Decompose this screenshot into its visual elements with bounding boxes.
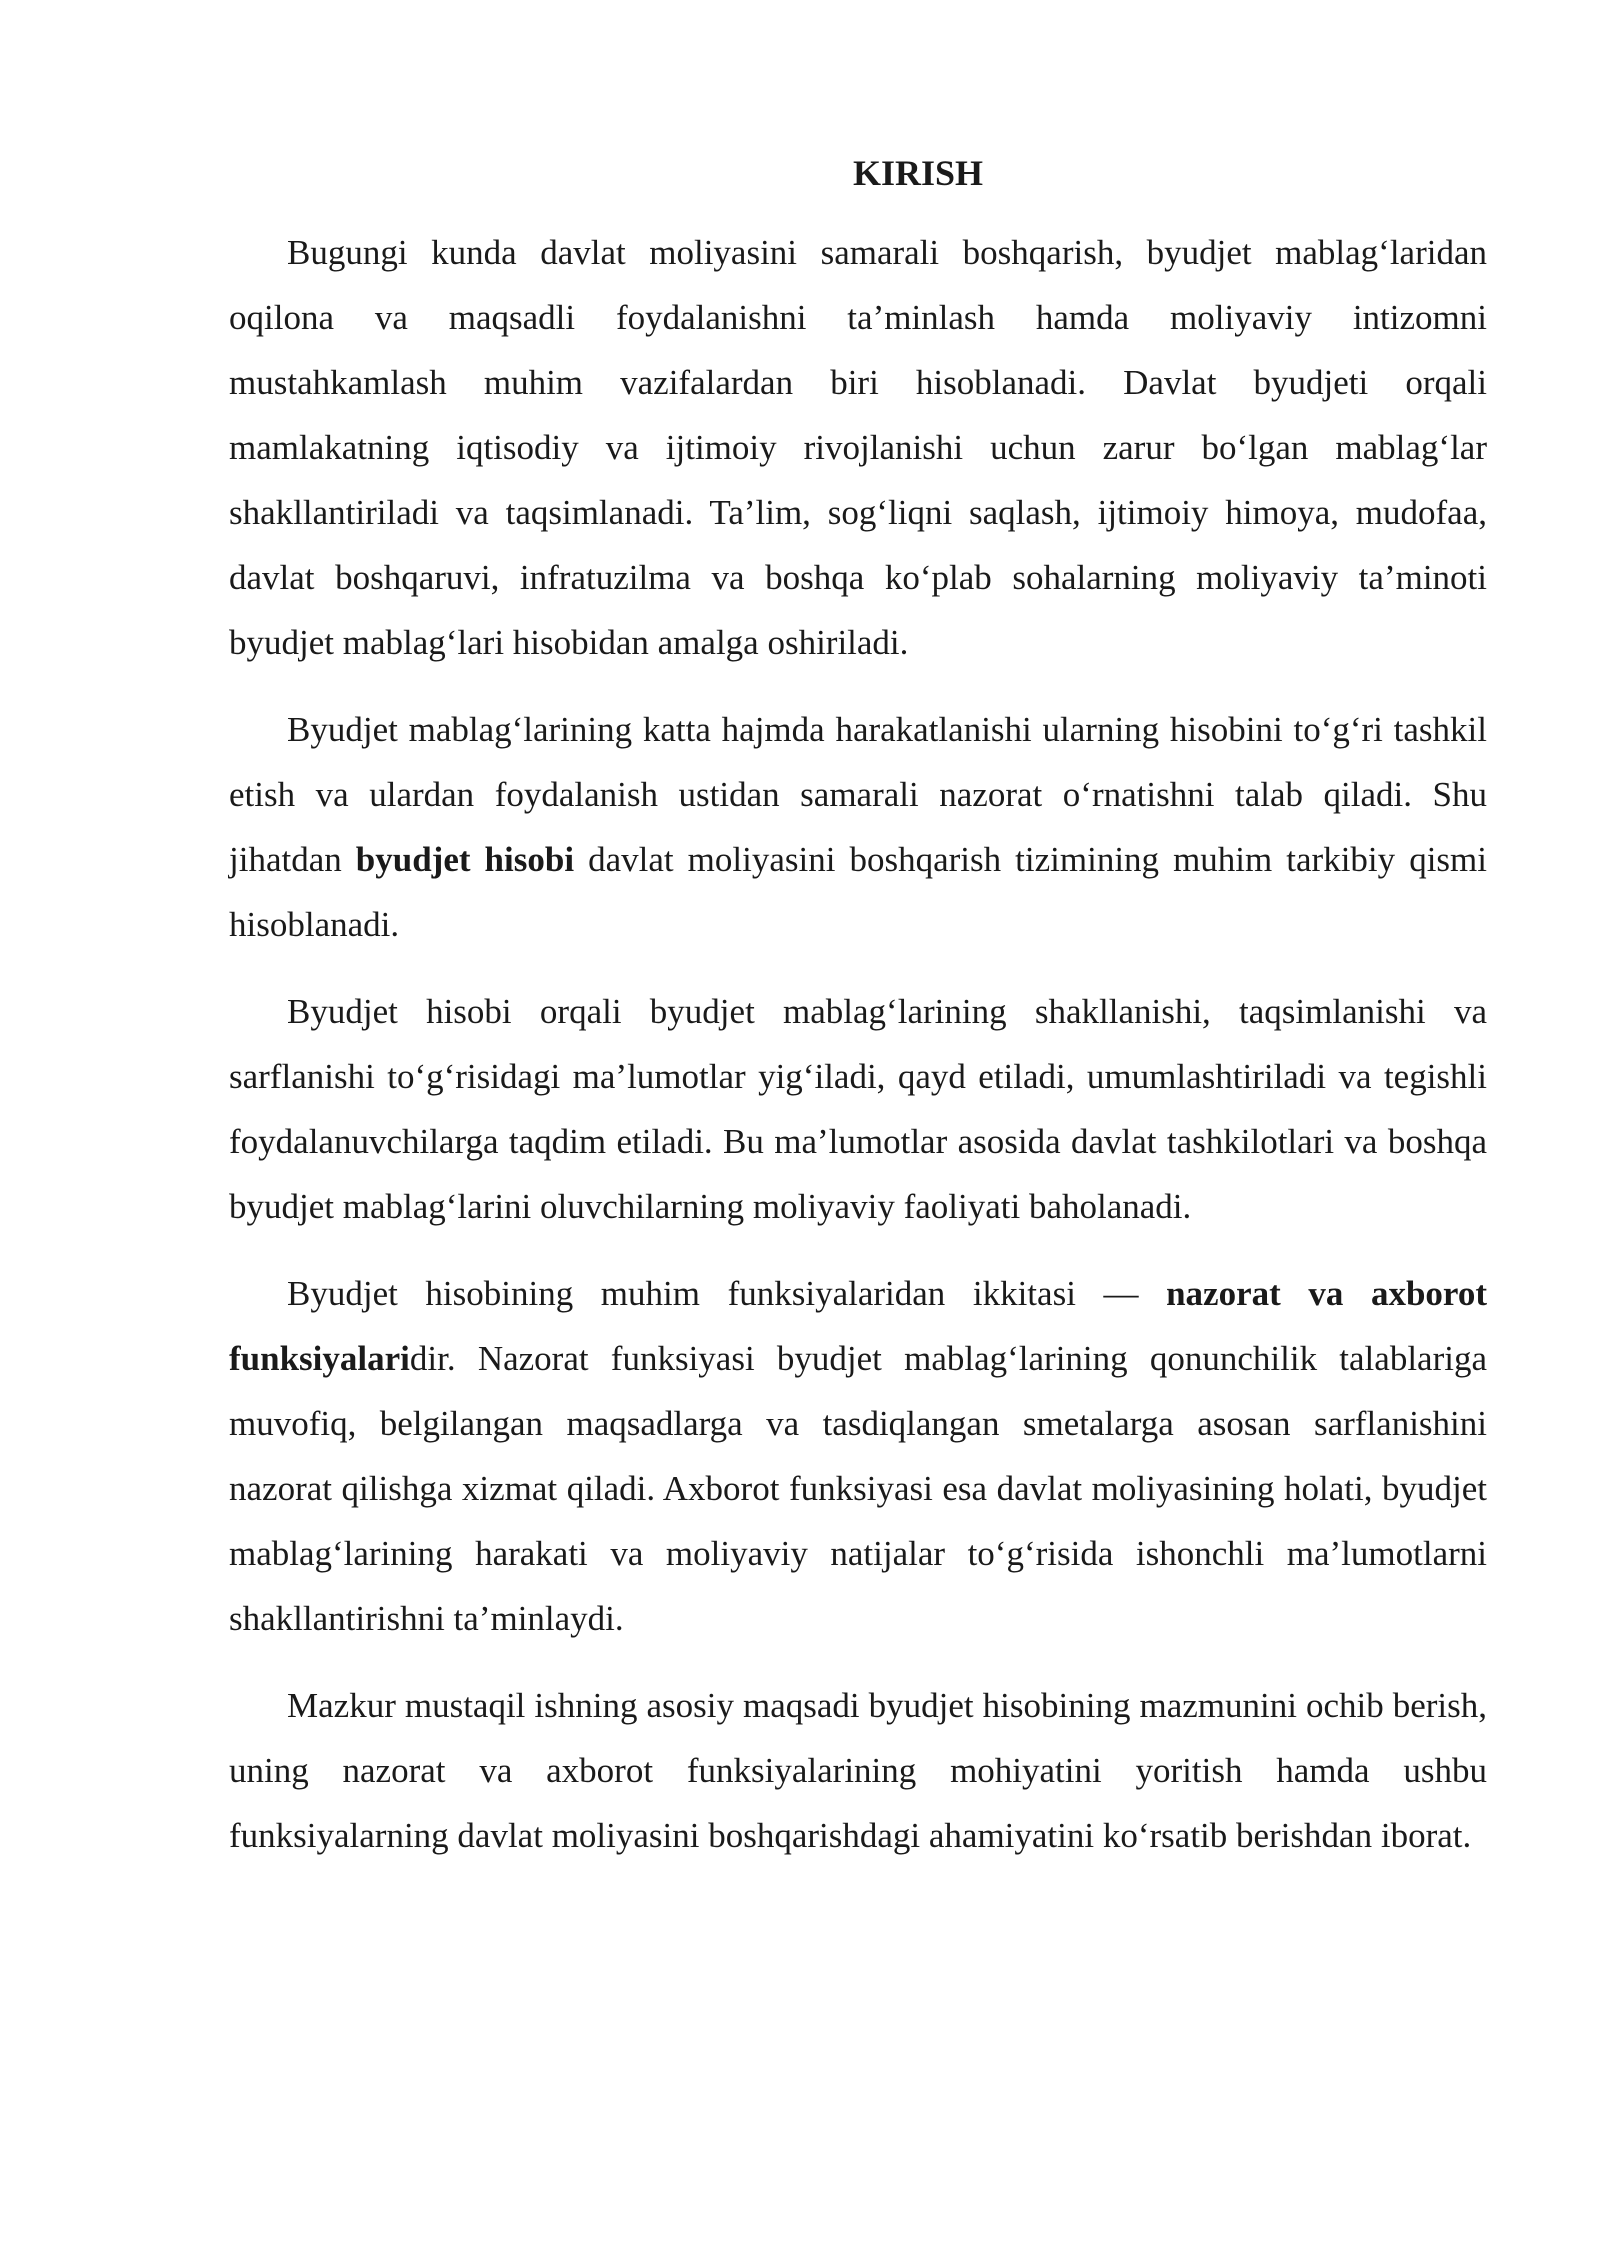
paragraph-text: Byudjet hisobi orqali byudjet mablag‘larining shakllanishi, taqsimlanishi va sarflanishi to‘g‘risidagi ma’lumotlar yig‘iladi, qayd etiladi, umumlashtiriladi va tegishli foydalanuvchilarga taqdim etiladi. Bu ma’lumotlar asosida davlat tashkilotlari va boshqa byudjet mablag‘larini oluvchilarning moliyaviy faoliyati baholanadi. [229,992,1487,1226]
document-body [229,148,1487,1890]
paragraph-2 [229,697,1487,957]
paragraph-5 [229,1673,1487,1868]
paragraph-4 [229,1261,1487,1651]
paragraph-text: Mazkur mustaqil ishning asosiy maqsadi byudjet hisobining mazmunini ochib berish, uning nazorat va axborot funksiyalarining mohiyatini yoritish hamda ushbu funksiyalarning davlat moliyasini boshqarishdagi ahamiyatini ko‘rsatib berishdan iborat. [229,1686,1487,1855]
paragraph-1 [229,220,1487,675]
bold-term: byudjet hisobi [355,840,575,879]
paragraph-text: Bugungi kunda davlat moliyasini samarali boshqarish, byudjet mablag‘laridan oqilona va maqsadli foydalanishni ta’minlash hamda moliyaviy intizomni mustahkamlash muhim vazifalardan biri hisoblanadi. Davlat byudjeti orqali mamlakatning iqtisodiy va ijtimoiy rivojlanishi uchun zarur bo‘lgan mablag‘lar shakllantiriladi va taqsimlanadi. Ta’lim, sog‘liqni saqlash, ijtimoiy himoya, mudofaa, davlat boshqaruvi, infratuzilma va boshqa ko‘plab sohalarning moliyaviy ta’minoti byudjet mablag‘lari hisobidan amalga oshiriladi. [229,233,1487,662]
paragraph-text: davlat moliyasini boshqarish tizimining muhim tarkibiy qismi hisoblanadi. [229,840,1487,944]
paragraph-text: Byudjet mablag‘larining katta hajmda harakatlanishi ularning hisobini to‘g‘ri tashkil etish va ulardan foydalanish ustidan samarali nazorat o‘rnatishni talab qiladi. Shu jihatdan [229,710,1487,879]
bold-term: nazorat va axborot funksiyalari [229,1274,1487,1378]
paragraph-3 [229,979,1487,1239]
paragraph-text: dir. Nazorat funksiyasi byudjet mablag‘larining qonunchilik talablariga muvofiq, belgilangan maqsadlarga va tasdiqlangan smetalarga asosan sarflanishini nazorat qilishga xizmat qiladi. Axborot funksiyasi esa davlat moliyasining holati, byudjet mablag‘larining harakati va moliyaviy natijalar to‘g‘risida ishonchli ma’lumotlarni shakllantirishni ta’minlaydi. [229,1339,1487,1638]
page-title: KIRISH [852,153,984,193]
paragraph-text: Byudjet hisobining muhim funksiyalaridan ikkitasi — [287,1274,1167,1313]
